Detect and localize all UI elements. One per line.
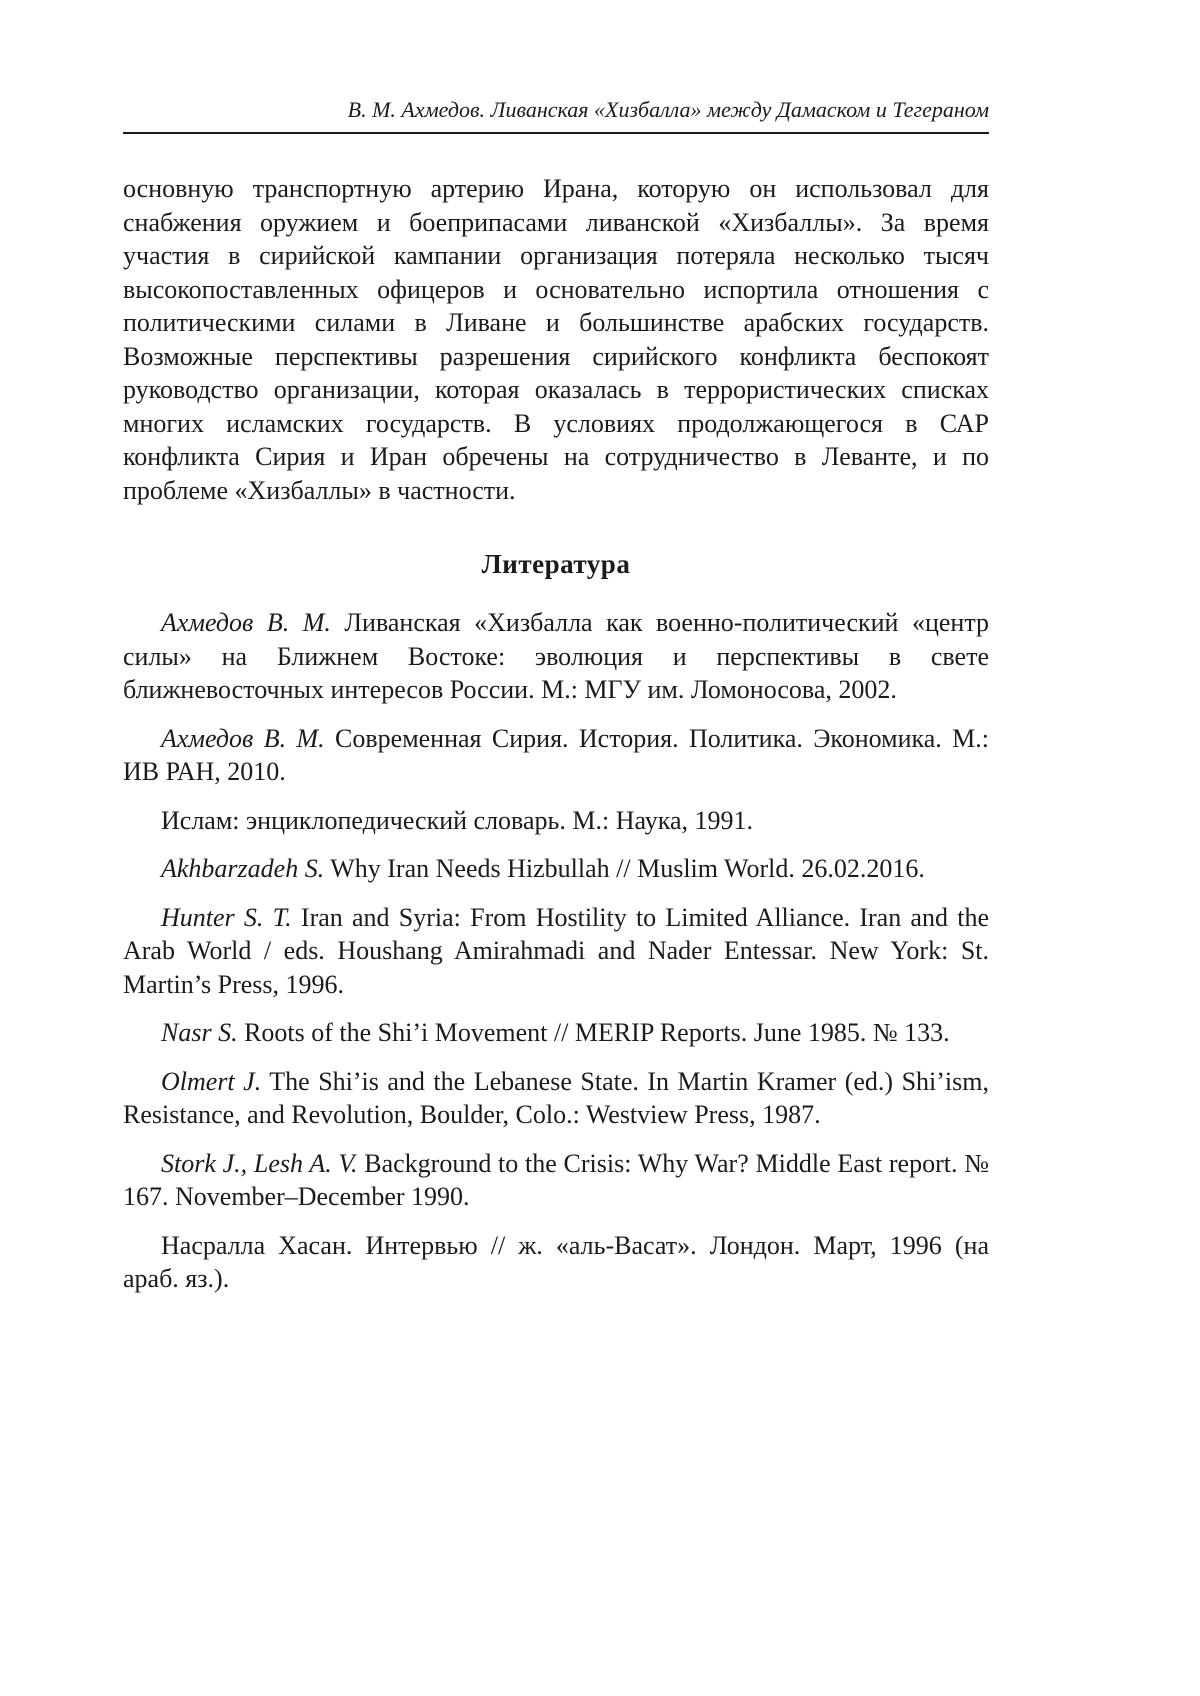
reference-entry	[123, 901, 989, 1002]
reference-text: Iran and Syria: From Hostility to Limited Alliance. Iran and the Arab World / eds. Houshang Amirahmadi and Nader Entessar. New York: St. Martin’s Press, 1996.	[123, 902, 989, 999]
reference-text: Roots of the Shi’i Movement // MERIP Reports. June 1985. № 133.	[237, 1018, 950, 1047]
reference-text: Ислам: энциклопедический словарь. М.: Наука, 1991.	[161, 805, 753, 835]
reference-author: Ахмедов В. М.	[161, 608, 331, 637]
reference-text: Why Iran Needs Hizbullah // Muslim World. 26.02.2016.	[324, 854, 925, 883]
page-content	[123, 97, 989, 1311]
running-head-title: В. М. Ахмедов. Ливанская «Хизбалла» между Дамаском и Тегераном	[347, 97, 989, 122]
reference-text: Background to the Crisis: Why War? Middle East report. № 167. November–December 1990.	[123, 1148, 990, 1211]
reference-text: Ливанская «Хизбалла как военно-политический «центр силы» на Ближнем Востоке: эволюция и перспективы в свете ближневосточных интересов России. М.: МГУ им. Ломоносова, 2002.	[123, 608, 990, 704]
section-title: Литература	[481, 549, 631, 579]
reference-entry	[123, 1065, 989, 1132]
reference-author: Nasr S.	[161, 1018, 238, 1047]
reference-author: Stork J., Lesh A. V.	[161, 1148, 358, 1178]
reference-author: Hunter S. T.	[161, 902, 292, 932]
reference-author: Ахмедов В. М.	[161, 723, 325, 753]
reference-entry	[123, 804, 989, 838]
reference-author: Akhbarzadeh S.	[161, 854, 325, 883]
reference-entry	[123, 1229, 989, 1296]
reference-entry	[123, 606, 989, 707]
reference-entry	[123, 852, 989, 886]
reference-text: Насралла Хасан. Интервью // ж. «аль-Васат». Лондон. Март, 1996 (на араб. яз.).	[123, 1230, 989, 1293]
running-header	[123, 97, 989, 134]
reference-author: Olmert J.	[161, 1066, 262, 1096]
body-paragraph: основную транспортную артерию Ирана, которую он использовал для снабжения оружием и боеприпасами ливанской «Хизбаллы». За время участия в сирийской кампании организация потеряла несколько тысяч высокопоставленных офицеров и основательно испортила отношения с политическими силами в Ливане и большинстве арабских государств. Возможные перспективы разрешения сирийского конфликта беспокоят руководство организации, которая оказалась в террористических списках многих исламских государств. В условиях продолжающегося в САР конфликта Сирия и Иран обречены на сотрудничество в Леванте, и по проблеме «Хизбаллы» в частности.	[123, 174, 989, 505]
reference-entry	[123, 722, 989, 789]
reference-entry	[123, 1147, 989, 1214]
reference-text: The Shi’is and the Lebanese State. In Martin Kramer (ed.) Shi’ism, Resistance, and Revolution, Boulder, Colo.: Westview Press, 1987.	[123, 1066, 990, 1129]
reference-text: Современная Сирия. История. Политика. Экономика. М.: ИВ РАН, 2010.	[123, 723, 990, 786]
reference-entry	[123, 1016, 989, 1050]
references-list	[123, 606, 989, 1296]
